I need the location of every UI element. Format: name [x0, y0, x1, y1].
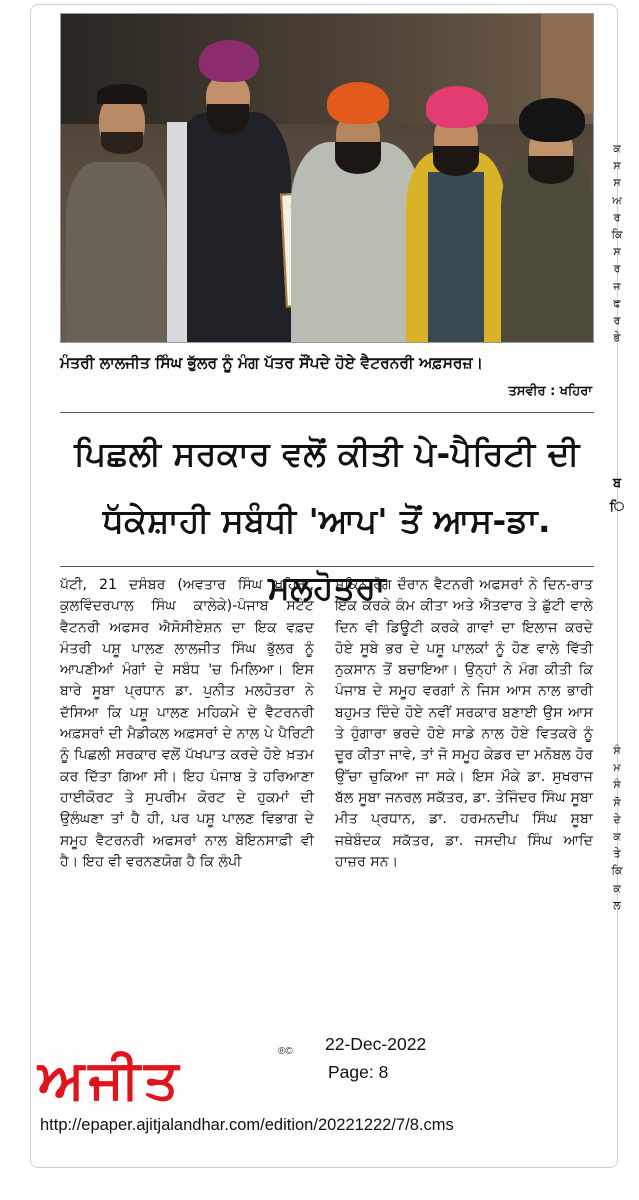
side-strip-top [602, 140, 632, 346]
side-char: ਤੇ [613, 847, 621, 861]
side-char: ਮ [613, 761, 621, 775]
photo-caption: ਮੰਤਰੀ ਲਾਲਜੀਤ ਸਿੰਘ ਭੁੱਲਰ ਨੂੰ ਮੰਗ ਪੱਤਰ ਸੌਂਪਦੇ ਹੋਏ ਵੈਟਰਨਰੀ ਅਫ਼ਸਰਜ਼। [60, 354, 484, 372]
photo-credit: ਤਸਵੀਰ : ਖਹਿਰਾ [508, 384, 592, 399]
side-char: ਸੰ [613, 744, 621, 757]
article-column-right [335, 575, 593, 873]
divider [60, 566, 594, 567]
side-char: ਕ [613, 881, 621, 895]
article-text-left: ਪੱਟੀ, 21 ਦਸੰਬਰ (ਅਵਤਾਰ ਸਿੰਘ ਖਹਿਰਾ, ਕੁਲਵਿੰਦਰਪਾਲ ਸਿੰਘ ਕਾਲੇਕੇ)-ਪੰਜਾਬ ਸਟੇਟ ਵੈਟਨਰੀ ਅਫਸਰ ਐਸੋਸੀਏਸ਼ਨ ਦਾ ਇਕ ਵਫ਼ਦ ਮੰਤਰੀ ਪਸ਼ੂ ਪਾਲਣ ਲਾਲਜੀਤ ਸਿੰਘ ਭੁੱਲਰ ਨੂੰ ਆਪਣੀਆਂ ਮੰਗਾਂ ਦੇ ਸਬੰਧ 'ਚ ਮਿਲਿਆ। ਇਸ ਬਾਰੇ ਸੂਬਾ ਪ੍ਰਧਾਨ ਡਾ. ਪੁਨੀਤ ਮਲਹੋਤਰਾ ਨੇ ਦੱਸਿਆ ਕਿ ਪਸ਼ੂ ਪਾਲਣ ਮਹਿਕਮੇ ਦੇ ਵੈਟਰਨਰੀ ਅਫ਼ਸਰਾਂ ਦੀ ਮੈਡੀਕਲ ਅਫ਼ਸਰਾਂ ਦੇ ਨਾਲ ਪੇ ਪੈਰਿਟੀ ਨੂੰ ਪਿਛਲੀ ਸਰਕਾਰ ਵਲੋਂ ਪੱਖਪਾਤ ਕਰਦੇ ਹੋਏ ਖ਼ਤਮ ਕਰ ਦਿੱਤਾ ਗਿਆ ਸੀ। ਇਹ ਪੰਜਾਬ ਤੇ ਹਰਿਆਣਾ ਹਾਈਕੋਰਟ ਤੇ ਸੁਪਰੀਮ ਕੋਰਟ ਦੇ ਹੁਕਮਾਂ ਦੀ ਉਲੰਘਣਾ ਤਾਂ ਹੈ ਹੀ, ਪਰ ਪਸ਼ੂ ਪਾਲਣ ਵਿਭਾਗ ਦੇ ਸਮੂਹ ਵੈਟਰਨਰੀ ਅਫਸਰਾਂ ਨਾਲ ਬੇਇਨਸਾਫ਼ੀ ਵੀ ਹੈ। ਇਹ ਵੀ ਵਰਨਣਯੋਗ ਹੈ ਕਿ ਲੰਪੀ [60, 577, 314, 870]
side-char: ਲ [613, 898, 621, 912]
side-char: ਦੇ [613, 812, 621, 826]
side-char: ਕ [613, 142, 621, 155]
newspaper-logo: ਅਜੀਤ [38, 1048, 183, 1111]
page-number: Page: 8 [328, 1062, 389, 1082]
logo-registered-mark: ®© [278, 1046, 293, 1057]
side-char: ਕਿ [611, 864, 623, 878]
side-char: ਿ [609, 500, 625, 515]
side-char: ਅ [612, 193, 622, 207]
side-char: ਕ [613, 830, 621, 844]
side-char: ਰ [613, 314, 621, 328]
side-char: ਸ [613, 176, 621, 190]
person-left [61, 42, 171, 342]
divider [60, 412, 594, 413]
side-char: ਰ [613, 210, 621, 224]
side-char: ਫ [613, 296, 621, 310]
article-column-left [60, 575, 314, 873]
side-char: ਬ [612, 476, 622, 491]
person-orange-turban [291, 42, 421, 342]
side-char: ਰ [613, 262, 621, 276]
person-black-turban [501, 42, 593, 342]
edition-date: 22-Dec-2022 [325, 1034, 427, 1054]
side-char: ਜ [613, 279, 621, 293]
side-strip-mid [602, 472, 632, 520]
source-url[interactable]: http://epaper.ajitjalandhar.com/edition/20221222/7/8.cms [40, 1116, 454, 1134]
person-minister [161, 22, 291, 342]
side-char: ਸ [613, 159, 621, 173]
person-pink-turban [406, 42, 506, 342]
side-strip-bottom [602, 742, 632, 914]
side-char: ਕਿ [611, 228, 623, 242]
article-text-right: ਸਕਿਨ ਰੋਗ ਦੌਰਾਨ ਵੈਟਨਰੀ ਅਫਸਰਾਂ ਨੇ ਦਿਨ-ਰਾਤ ਇਕ ਕਰਕੇ ਕੰਮ ਕੀਤਾ ਅਤੇ ਐਤਵਾਰ ਤੇ ਛੁੱਟੀ ਵਾਲੇ ਦਿਨ ਵੀ ਡਿਊਟੀ ਕਰਕੇ ਗਾਵਾਂ ਦਾ ਇਲਾਜ ਕਰਦੇ ਹੋਏ ਸੂਬੇ ਭਰ ਦੇ ਪਸ਼ੂ ਪਾਲਕਾਂ ਨੂੰ ਹੋਣ ਵਾਲੇ ਵਿੱਤੀ ਨੁਕਸਾਨ ਤੋਂ ਬਚਾਇਆ। ਉਨ੍ਹਾਂ ਨੇ ਮੰਗ ਕੀਤੀ ਕਿ ਪੰਜਾਬ ਦੇ ਸਮੂਹ ਵਰਗਾਂ ਨੇ ਜਿਸ ਆਸ ਨਾਲ ਭਾਰੀ ਬਹੁਮਤ ਦਿੰਦੇ ਹੋਏ ਨਵੀਂ ਸਰਕਾਰ ਬਣਾਈ ਉਸ ਆਸ ਤੇ ਹੁੰਗਾਰਾ ਭਰਦੇ ਹੋਏ ਸਾਡੇ ਨਾਲ ਹੋਏ ਵਿਤਕਰੇ ਨੂੰ ਦੂਰ ਕੀਤਾ ਜਾਵੇ, ਤਾਂ ਜੋ ਸਮੂਹ ਕੇਡਰ ਦਾ ਮਨੋਬਲ ਹੋਰ ਉੱਚਾ ਚੁਕਿਆ ਜਾ ਸਕੇ। ਇਸ ਮੌਕੇ ਡਾ. ਸੁਖਰਾਜ ਬੱਲ ਸੂਬਾ ਜਨਰਲ ਸਕੱਤਰ, ਡਾ. ਤੇਜਿੰਦਰ ਸਿੰਘ ਸੂਬਾ ਮੀਤ ਪ੍ਰਧਾਨ, ਡਾ. ਹਰਮਨਦੀਪ ਸਿੰਘ ਸੂਬਾ ਜਥੇਬੰਦਕ ਸਕੱਤਰ, ਡਾ. ਜਸਦੀਪ ਸਿੰਘ ਆਦਿ ਹਾਜ਼ਰ ਸਨ। [335, 577, 593, 870]
side-char: ਭੇ [613, 331, 621, 345]
side-char: ਸ [613, 245, 621, 259]
side-char: ਸੋ [613, 795, 621, 809]
headline-line-1: ਪਿਛਲੀ ਸਰਕਾਰ ਵਲੋਂ ਕੀਤੀ ਪੇ-ਪੈਰਿਟੀ ਦੀ [74, 434, 580, 473]
side-char: ਸੰ [613, 778, 621, 792]
headline-line-2: ਧੱਕੇਸ਼ਾਹੀ ਸਬੰਧੀ 'ਆਪ' ਤੋਂ ਆਸ-ਡਾ. ਮਲਹੋਤਰਾ [102, 501, 552, 607]
news-photo [60, 13, 594, 343]
